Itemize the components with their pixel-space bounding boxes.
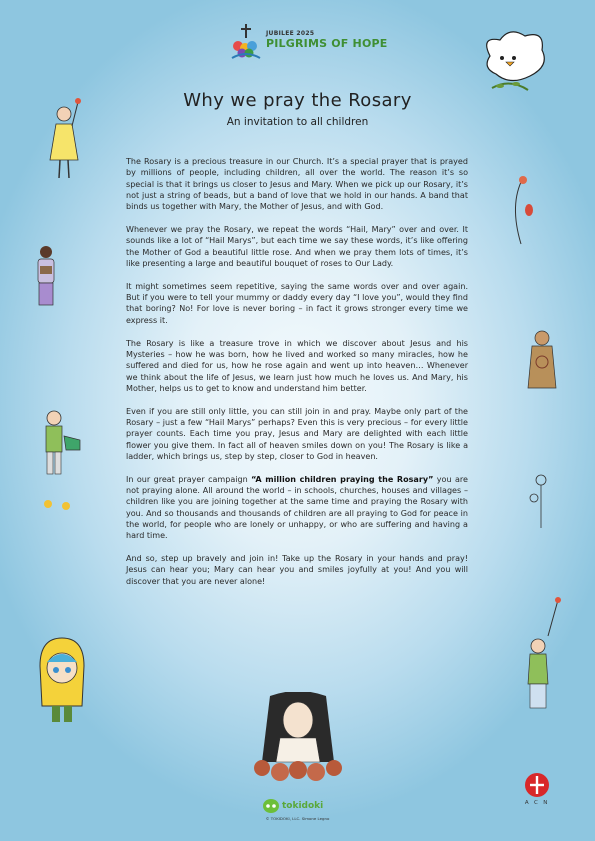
child-with-flower-icon [44,96,84,186]
tokidoki-name: tokidoki [282,801,324,811]
saint-with-roses-icon [236,692,360,784]
tokidoki-skull-icon [260,798,282,816]
article-body [126,156,468,598]
page-subtitle: An invitation to all children [226,116,369,128]
jubilee-logo [228,22,388,66]
child-watering-flowers-icon [36,406,100,516]
campaign-name: “A million children praying the Rosary” [251,474,434,484]
flowers-icon [524,470,558,530]
girl-with-flower-icon [514,596,564,726]
paragraph [126,474,468,542]
paragraph: Even if you are still only little, you can still join in and pray. Maybe only part of the Rosary – just a few “Hail Marys” perhaps? Even this is very precious – for every little prayer counts. Each time you pray, Jesus and Mary are delighted with each little flower you give them. In fact all of heaven smiles down on you! The Rosary is like a ladder, which brings us, step by step, closer to God in heaven. [126,406,468,461]
paragraph: Whenever we pray the Rosary, we repeat the words “Hail, Mary” over and over. It sounds like a lot of “Hail Marys”, but each time we say these words, it’s like offering the Mother of God a beautiful little rose. And when we pray them lots of times, it’s like presenting a large and beautiful bouquet of roses to Our Lady. [126,225,468,269]
child-in-raincoat-icon [36,636,88,728]
flower-stem-icon [503,174,537,254]
page-title: Why we pray the Rosary [183,90,412,111]
acn-letters: A C N [524,800,550,806]
acn-logo [524,772,550,814]
paragraph-text: you are not praying alone. All around the world – in schools, churches, houses and villages – children like you are joining together at the same time and praying the Rosary with you. And so thousands and thousands of children are all praying to God for peace in the world, for people who are lonely or unhappy, or who are suffering and having a hard time. [126,474,468,541]
paragraph: The Rosary is a precious treasure in our Church. It’s a special prayer that is prayed by millions of people, including children, all over the world. The reason it’s so special is that it brings us closer to Jesus and Mary. When we pick up our Rosary, it’s not just a string of beads, but a band of love that we hold in our hands. A band that binds us together with Mary, the Mother of Jesus, and with God. [126,157,468,212]
dove-icon [470,26,555,106]
monk-with-rosary-icon [524,328,560,398]
tokidoki-logo [250,798,345,828]
paragraph: It might sometimes seem repetitive, saying the same words over and over again. But if you were to tell your mummy or daddy every day “I love you”, would they find that boring? No! For love is never boring – in fact it grows stronger every time we express it. [126,281,468,325]
logo-brand: PILGRIMS OF HOPE [266,37,388,50]
paragraph: And so, step up bravely and join in! Take up the Rosary in your hands and pray! Jesus can hear you; Mary can hear you and smiles joyfully at you! And you will discover that you are never alone! [126,554,468,586]
tokidoki-credit: © TOKIDOKI, LLC. Simone Legno [265,816,330,821]
logo-kicker: JUBILEE 2025 [266,30,315,37]
jubilee-emblem-icon [228,22,264,62]
acn-cross-icon [524,772,550,798]
girl-with-book-icon [32,244,60,314]
paragraph: The Rosary is like a treasure trove in which we discover about Jesus and his Mysteries – how he was born, how he lived and worked so many miracles, how he suffered and died for us, how he rose again and went up into heaven… Whenever we think about the life of Jesus, we learn just how much he loves us. And Mary, his Mother, helps us to get to know and understand him better. [126,338,468,393]
paragraph-text: In our great prayer campaign [126,474,252,484]
